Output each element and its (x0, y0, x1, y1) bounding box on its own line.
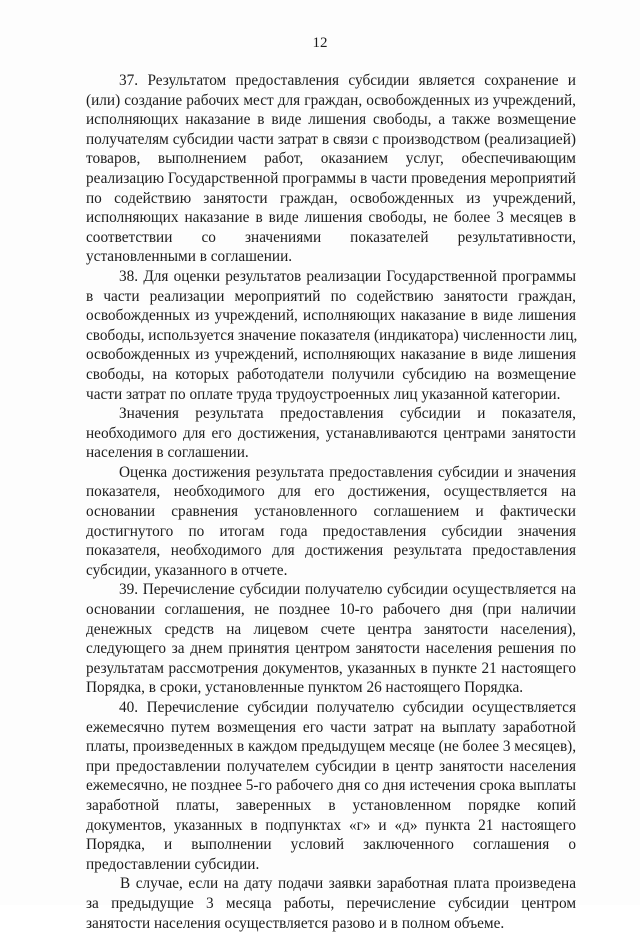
page-number: 12 (312, 35, 328, 51)
text-line: показателя, необходимого для его достижения, осуществляется на (86, 483, 576, 501)
text-line: 39. Перечисление субсидии получателю субсидии осуществляется на (119, 581, 576, 599)
text-line: занятости населения осуществляется разово и в полном объеме. (86, 914, 505, 932)
text-line: денежных средств на лицевом счете центра занятости населения), (86, 620, 576, 638)
text-line: показателя, необходимого для достижения результата предоставления (86, 542, 576, 560)
text-line: платы, произведенных в каждом предыдущем месяце (не более 3 месяцев), (86, 738, 577, 756)
text-line: в части реализации мероприятий по содействию занятости граждан, (86, 287, 576, 305)
text-line: товаров, выполнением работ, оказанием услуг, обеспечивающим (86, 150, 576, 168)
text-line: при предоставлении получателем субсидии в центр занятости населения (86, 757, 576, 775)
text-line: следующего за днем принятия центром занятости населения решения по (86, 640, 576, 658)
text-line: В случае, если на дату подачи заявки заработная плата произведена (120, 875, 576, 893)
text-line: субсидии, указанного в отчете. (86, 561, 288, 579)
text-line: достигнутого по итогам года предоставления субсидии значения (86, 522, 576, 540)
text-line: освобожденных из учреждений, исполняющих наказание в виде лишения (86, 307, 576, 325)
text-line: предоставлении субсидии. (86, 855, 260, 873)
text-line: ежемесячно, не позднее 5-го рабочего дня со дня истечения срока выплаты (86, 777, 576, 795)
text-line: необходимого для его достижения, устанавливаются центрами занятости (86, 424, 576, 442)
text-line: основании сравнения установленного соглашением и фактически (86, 503, 576, 521)
text-line: части затрат по оплате труда трудоустроенных лиц указанной категории. (86, 385, 561, 403)
text-line: заработной платы, заверенных в установленном порядке копий (86, 796, 576, 814)
text-line: Оценка достижения результата предоставления субсидии и значения (119, 463, 576, 481)
text-line: (или) создание рабочих мест для граждан, освобожденных из учреждений, (86, 91, 576, 109)
text-line: документов, указанных в подпунктах «г» и «д» пункта 21 настоящего (86, 816, 576, 834)
text-line: 38. Для оценки результатов реализации Государственной программы (119, 267, 576, 285)
text-line: Порядка, и выполнении условий заключенного соглашения о (86, 836, 576, 854)
text-line: получателям субсидии части затрат в связи с производством (реализацией) (86, 130, 576, 148)
text-line: свободы, используется значение показателя (индикатора) численности лиц, (86, 326, 578, 344)
document-body (86, 71, 576, 933)
text-line: Порядка, в сроки, установленные пунктом 26 настоящего Порядка. (86, 679, 524, 697)
text-line: 40. Перечисление субсидии получателю субсидии осуществляется (119, 699, 576, 716)
text-line: свободы, на которых работодатели получили субсидию на возмещение (86, 365, 576, 383)
text-line: ежемесячно путем возмещения его части затрат на выплату заработной (86, 718, 576, 736)
text-line: исполняющих наказание в виде лишения свободы, а также возмещение (86, 111, 576, 129)
text-line: соответствии со значениями показателей результативности, (86, 228, 576, 246)
text-line: установленными в соглашении. (86, 248, 293, 266)
text-line: освобожденных из учреждений, исполняющих наказание в виде лишения (86, 346, 576, 364)
text-line: 37. Результатом предоставления субсидии является сохранение и (119, 72, 576, 89)
text-line: по содействию занятости граждан, освобожденных из учреждений, (86, 189, 576, 207)
text-line: результатам рассмотрения документов, указанных в пункте 21 настоящего (86, 659, 576, 677)
text-line: за предыдущие 3 месяца работы, перечисление субсидии центром (86, 894, 576, 912)
text-line: основании соглашения, не позднее 10-го рабочего дня (при наличии (86, 601, 576, 619)
text-line: Значения результата предоставления субсидии и показателя, (119, 405, 576, 423)
text-line: исполняющих наказание в виде лишения свободы, не более 3 месяцев в (86, 209, 576, 227)
text-line: реализацию Государственной программы в части проведения мероприятий (86, 169, 576, 187)
text-line: населения в соглашении. (86, 444, 249, 462)
